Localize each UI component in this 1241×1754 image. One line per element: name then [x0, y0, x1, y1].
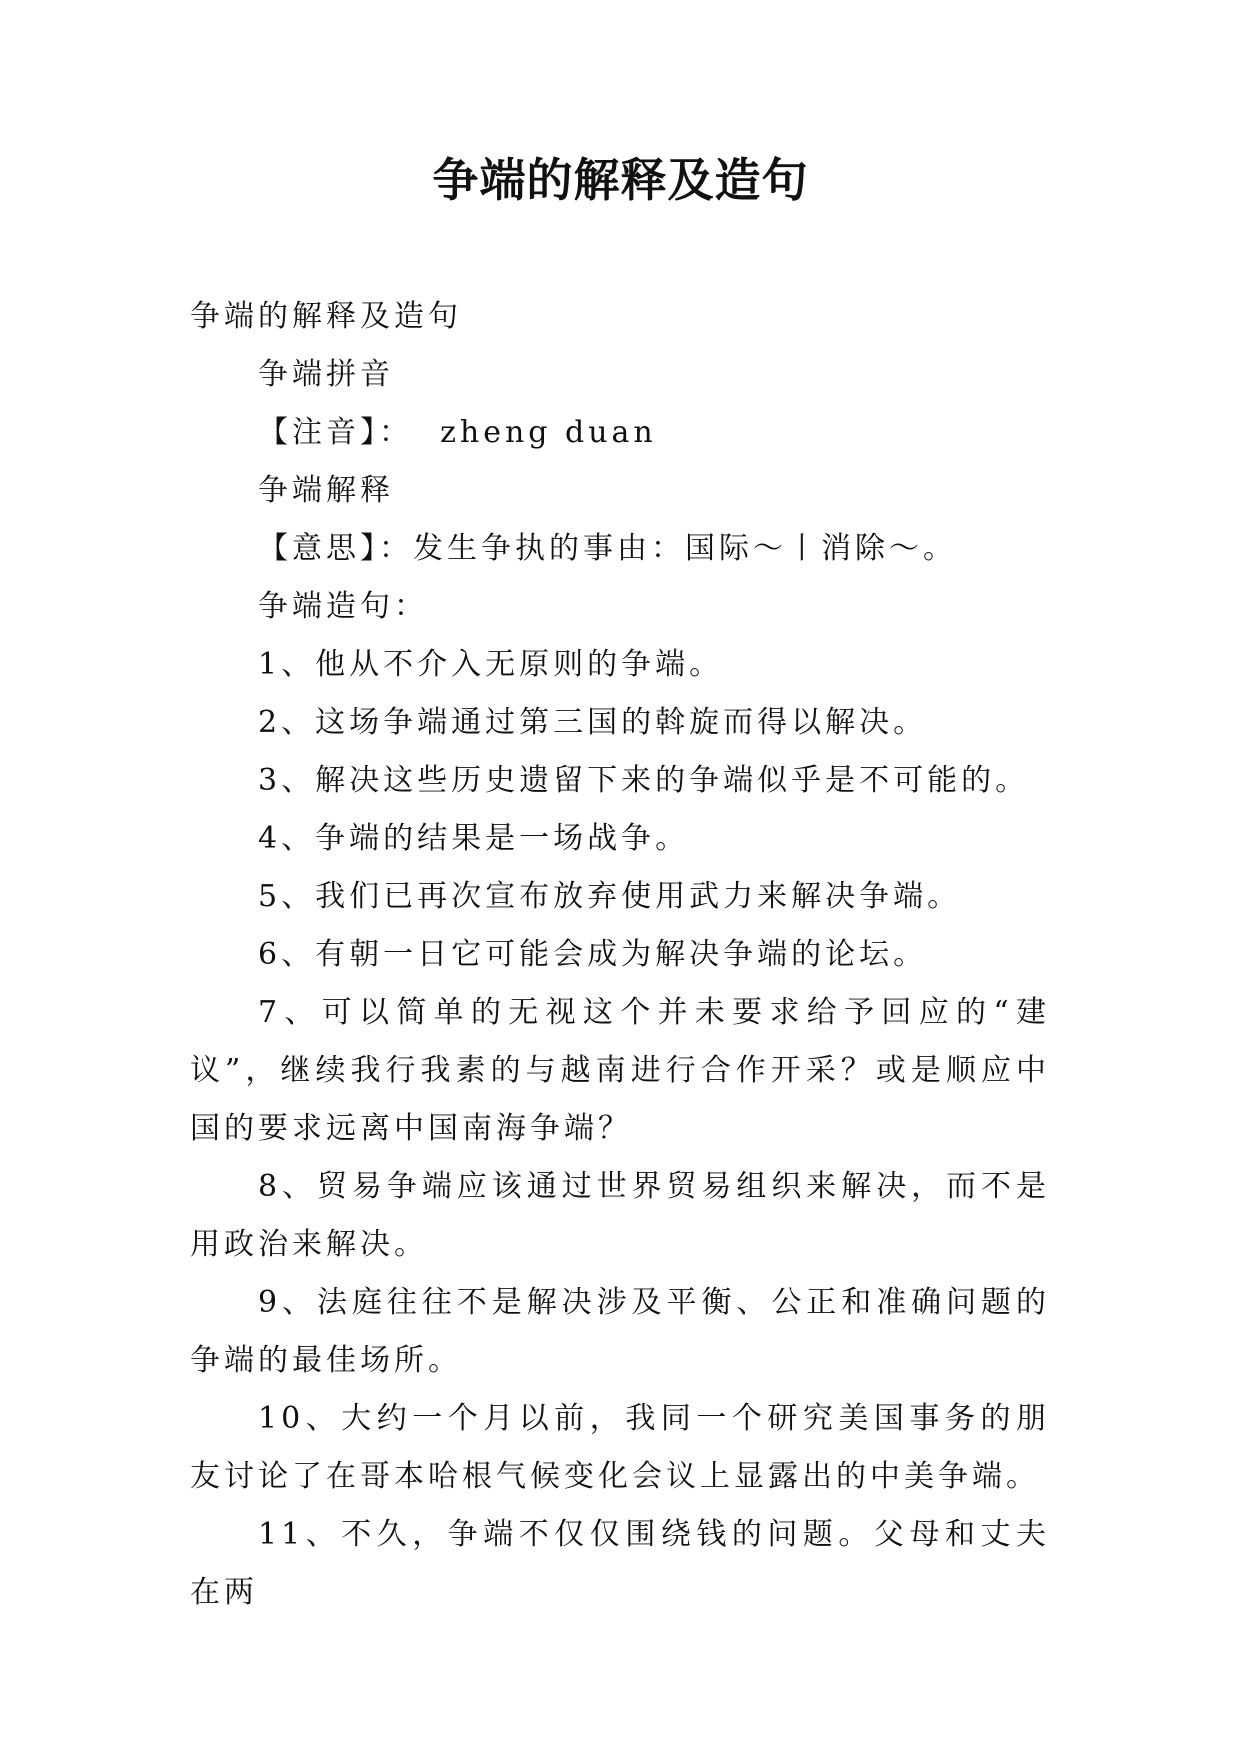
example-sentence: 2、这场争端通过第三国的斡旋而得以解决。 [258, 705, 928, 740]
examples-heading: 争端造句： [258, 589, 428, 624]
example-sentence: 1、他从不介入无原则的争端。 [258, 647, 724, 682]
example-sentence: 6、有朝一日它可能会成为解决争端的论坛。 [258, 937, 928, 972]
zhuyin-label: 【注音】： [258, 415, 413, 450]
example-sentence: 9、法庭往往不是解决涉及平衡、公正和准确问题的争端的最佳场所。 [190, 1285, 1050, 1378]
meaning-text: 发生争执的事由：国际～丨消除～。 [413, 531, 957, 566]
example-sentence: 3、解决这些历史遗留下来的争端似乎是不可能的。 [258, 763, 1030, 798]
example-sentence: 7、可以简单的无视这个并未要求给予回应的“建议”，继续我行我素的与越南进行合作开采？或是顺应中国的要求远离中国南海争端？ [190, 995, 1050, 1146]
example-sentence: 10、大约一个月以前，我同一个研究美国事务的朋友讨论了在哥本哈根气候变化会议上显露出的中美争端。 [190, 1401, 1050, 1494]
lead-line: 争端的解释及造句 [190, 299, 462, 334]
meaning-label: 【意思】： [258, 531, 413, 566]
example-sentence: 8、贸易争端应该通过世界贸易组织来解决，而不是用政治来解决。 [190, 1169, 1050, 1262]
pinyin-heading: 争端拼音 [258, 357, 394, 392]
meaning-line [190, 520, 1050, 578]
document-title: 争端的解释及造句 [432, 153, 809, 207]
zhuyin-line [190, 404, 1050, 462]
zhuyin-value: zheng duan [440, 415, 657, 450]
example-sentence: 5、我们已再次宣布放弃使用武力来解决争端。 [258, 879, 962, 914]
meaning-heading: 争端解释 [258, 473, 394, 508]
document-body [190, 288, 1050, 1622]
example-sentence: 4、争端的结果是一场战争。 [258, 821, 690, 856]
example-sentence: 11、不久，争端不仅仅围绕钱的问题。父母和丈夫在两 [190, 1517, 1050, 1610]
